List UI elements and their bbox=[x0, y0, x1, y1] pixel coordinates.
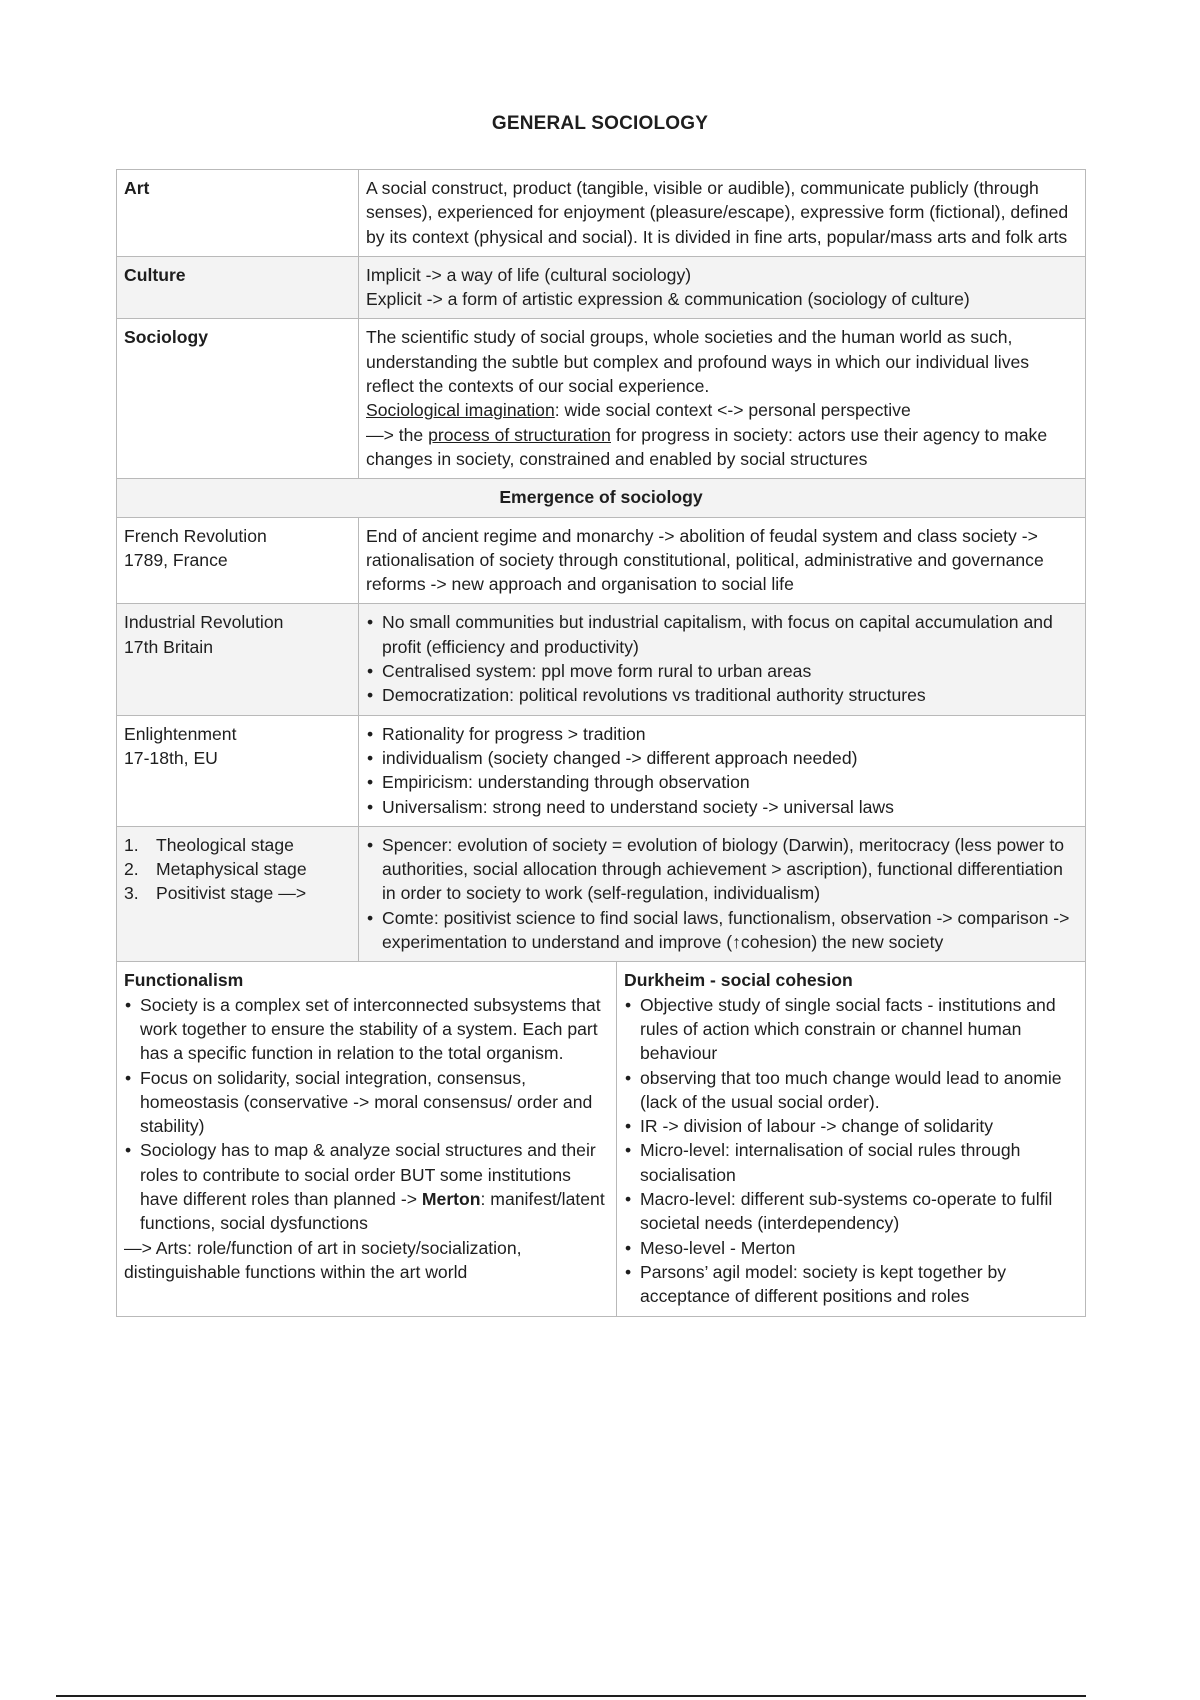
sociology-text: The scientific study of social groups, whole societies and the human world as such, understanding the subtle but complex and profound ways in which our individual lives reflect the contexts of our social experience. bbox=[366, 327, 1030, 397]
list-item: • Meso-level - Merton bbox=[624, 1236, 1078, 1260]
stage-number: 1. bbox=[124, 834, 139, 855]
culture-label: Culture bbox=[117, 256, 359, 319]
list-item: • individualism (society changed -> different approach needed) bbox=[366, 746, 1078, 770]
stage-name: Metaphysical stage bbox=[156, 859, 307, 880]
stage-name: Positivist stage —> bbox=[156, 883, 307, 904]
merton-functions: : manifest/latent functions, social dysfunctions bbox=[140, 1188, 605, 1234]
industrial-revolution-row bbox=[117, 604, 1086, 715]
stages-row bbox=[117, 826, 1086, 961]
emergence-heading: Emergence of sociology bbox=[117, 479, 1086, 517]
theories-table bbox=[117, 962, 1085, 1316]
stages-list bbox=[117, 826, 359, 961]
structuration-text: for progress in society: actors use their agency to make changes in society, constrained and enabled by social structures bbox=[366, 424, 1048, 469]
page-title: GENERAL SOCIOLOGY bbox=[491, 113, 709, 134]
list-item: • Objective study of single social facts - institutions and rules of action which constrain or channel human behaviour bbox=[624, 993, 1078, 1066]
list-item: • Empiricism: understanding through observation bbox=[366, 770, 1078, 794]
culture-row bbox=[117, 256, 1086, 319]
industrial-revolution-list bbox=[359, 604, 1086, 715]
emergence-heading-row bbox=[117, 479, 1086, 517]
culture-explicit: Explicit -> a form of artistic expression & communication (sociology of culture) bbox=[366, 289, 970, 310]
enlightenment-label bbox=[117, 715, 359, 826]
list-item: • Parsons’ agil model: society is kept together by acceptance of different positions and roles bbox=[624, 1260, 1078, 1309]
french-revolution-name: French Revolution bbox=[124, 525, 267, 546]
list-item bbox=[124, 857, 351, 881]
sociological-imagination bbox=[366, 398, 1078, 422]
structuration-term: process of structuration bbox=[428, 424, 611, 445]
footer-rule bbox=[56, 1695, 1086, 1697]
list-item: • Centralised system: ppl move form rural to urban areas bbox=[366, 659, 1078, 683]
durkheim-column bbox=[617, 962, 1086, 1316]
enlightenment-list bbox=[359, 715, 1086, 826]
stage-number: 2. bbox=[124, 859, 139, 880]
enlightenment-name: Enlightenment bbox=[124, 723, 237, 744]
list-item: • Rationality for progress > tradition bbox=[366, 722, 1078, 746]
french-revolution-label bbox=[117, 517, 359, 604]
sociology-definition bbox=[359, 319, 1086, 479]
stages-authors-list bbox=[359, 826, 1086, 961]
theories-row bbox=[117, 962, 1086, 1317]
imagination-text: : wide social context <-> personal perspective bbox=[554, 400, 911, 421]
imagination-term: Sociological imagination bbox=[366, 400, 555, 421]
industrial-revolution-date: 17th Britain bbox=[124, 636, 213, 657]
industrial-revolution-name: Industrial Revolution bbox=[124, 612, 284, 633]
list-item: • Macro-level: different sub-systems co-operate to fulfil societal needs (interdependency) bbox=[624, 1187, 1078, 1236]
list-item bbox=[124, 1138, 609, 1235]
sociology-label: Sociology bbox=[117, 319, 359, 479]
industrial-revolution-label bbox=[117, 604, 359, 715]
sociology-row bbox=[117, 319, 1086, 479]
list-item: • Micro-level: internalisation of social rules through socialisation bbox=[624, 1138, 1078, 1187]
list-item: • Universalism: strong need to understand society -> universal laws bbox=[366, 795, 1078, 819]
enlightenment-row bbox=[117, 715, 1086, 826]
french-revolution-text: End of ancient regime and monarchy -> abolition of feudal system and class society -> rationalisation of society through constitutional, political, administrative and governance reforms -> new approach and organisation to social life bbox=[359, 517, 1086, 604]
french-revolution-date: 1789, France bbox=[124, 549, 228, 570]
stage-name: Theological stage bbox=[156, 834, 294, 855]
structuration-arrow: —> the bbox=[366, 424, 429, 445]
merton-name: Merton bbox=[421, 1188, 481, 1209]
merton-intro: Sociology has to map & analyze social structures and their roles to contribute to social order BUT some institutions have different roles than planned -> bbox=[140, 1140, 596, 1209]
stage-number: 3. bbox=[124, 883, 139, 904]
art-row bbox=[117, 170, 1086, 257]
list-item: • Society is a complex set of interconnected subsystems that work together to ensure the stability of a system. Each part has a specific function in relation to the total organism. bbox=[124, 993, 609, 1066]
theories-cell bbox=[117, 962, 1086, 1317]
list-item: • Democratization: political revolutions vs traditional authority structures bbox=[366, 683, 1078, 707]
french-revolution-row bbox=[117, 517, 1086, 604]
list-item: • IR -> division of labour -> change of solidarity bbox=[624, 1114, 1078, 1138]
list-item bbox=[124, 881, 351, 905]
art-label: Art bbox=[117, 170, 359, 257]
functionalism-heading: Functionalism bbox=[124, 970, 244, 991]
functionalism-arts-note: —> Arts: role/function of art in society/socialization, distinguishable functions within the art world bbox=[124, 1237, 522, 1282]
functionalism-column bbox=[117, 962, 617, 1316]
culture-implicit: Implicit -> a way of life (cultural sociology) bbox=[366, 264, 692, 285]
sociology-table bbox=[116, 169, 1086, 1317]
list-item: • Focus on solidarity, social integration, consensus, homeostasis (conservative -> moral consensus/ order and stability) bbox=[124, 1066, 609, 1139]
list-item: • Comte: positivist science to find social laws, functionalism, observation -> comparison -> experimentation to understand and improve (↑cohesion) the new society bbox=[366, 906, 1078, 955]
enlightenment-date: 17-18th, EU bbox=[124, 747, 218, 768]
durkheim-heading: Durkheim - social cohesion bbox=[624, 970, 853, 991]
structuration bbox=[366, 423, 1078, 472]
art-definition: A social construct, product (tangible, visible or audible), communicate publicly (through senses), experienced for enjoyment (pleasure/escape), expressive form (fictional), defined by its context (physical and social). It is divided in fine arts, popular/mass arts and folk arts bbox=[359, 170, 1086, 257]
list-item bbox=[124, 833, 351, 857]
culture-definition bbox=[359, 256, 1086, 319]
list-item: • Spencer: evolution of society = evolution of biology (Darwin), meritocracy (less power to authorities, social allocation through achievement > ascription), functional differentiation in order to society to work (self-regulation, individualism) bbox=[366, 833, 1078, 906]
list-item: • observing that too much change would lead to anomie (lack of the usual social order). bbox=[624, 1066, 1078, 1115]
list-item: • No small communities but industrial capitalism, with focus on capital accumulation and profit (efficiency and productivity) bbox=[366, 610, 1078, 659]
